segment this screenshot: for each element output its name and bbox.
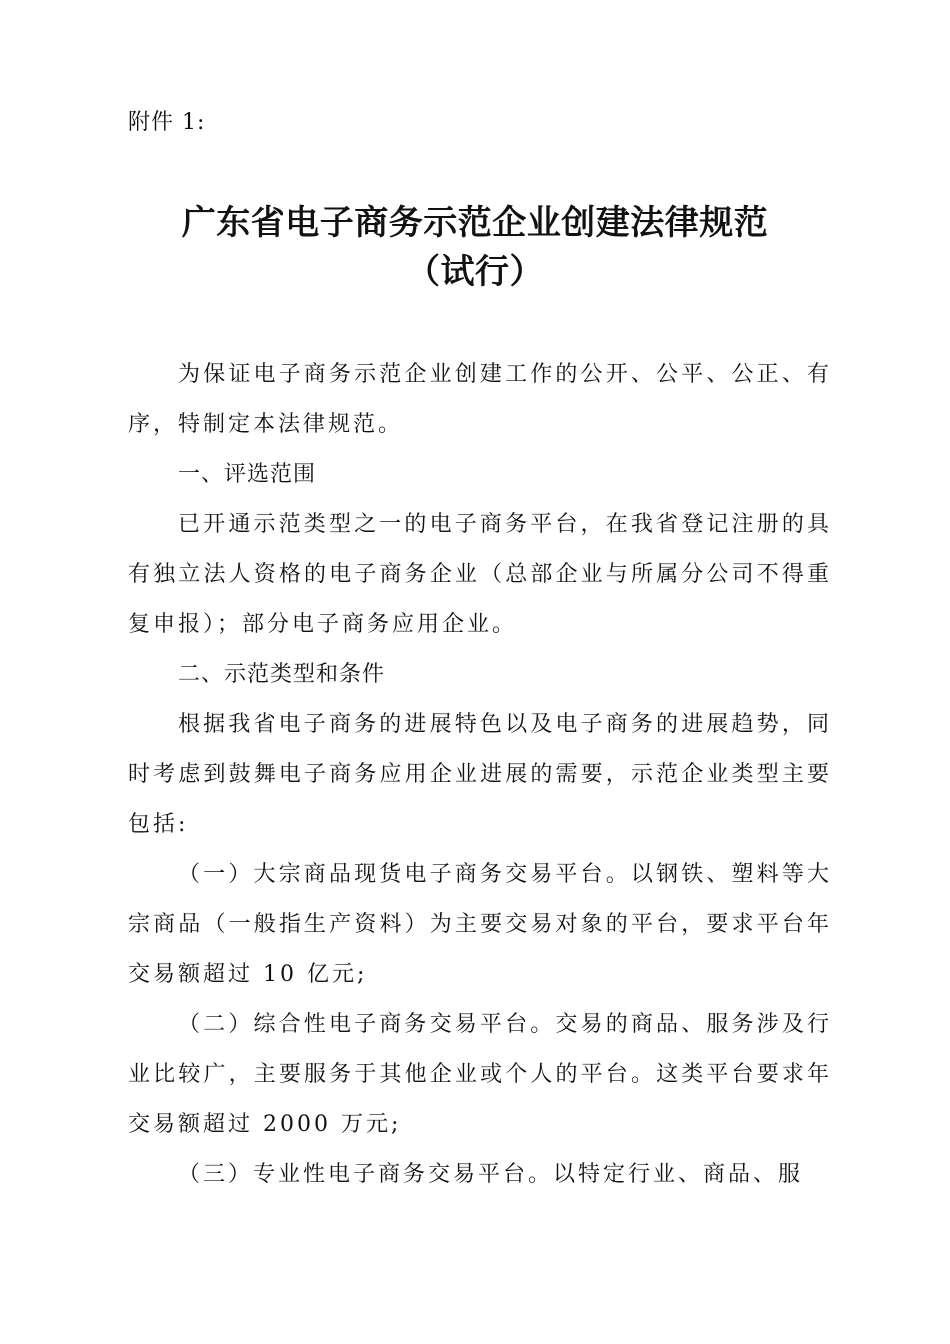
attachment-label: 附件 1:	[128, 110, 206, 135]
type-item-1: （一）大宗商品现货电子商务交易平台。以钢铁、塑料等大宗商品（一般指生产资料）为主要交易对象的平台，要求平台年交易额超过 10 亿元;	[128, 862, 832, 987]
document-subtitle: （试行）	[406, 252, 544, 292]
document-body	[128, 350, 832, 1200]
type-item-2: （二）综合性电子商务交易平台。交易的商品、服务涉及行业比较广，主要服务于其他企业或个人的平台。这类平台要求年交易额超过 2000 万元;	[128, 1012, 832, 1137]
scope-paragraph: 已开通示范类型之一的电子商务平台，在我省登记注册的具有独立法人资格的电子商务企业（总部企业与所属分公司不得重复申报）；部分电子商务应用企业。	[128, 512, 832, 637]
type-item-3: （三）专业性电子商务交易平台。以特定行业、商品、服	[178, 1162, 804, 1187]
section-heading-types: 二、示范类型和条件	[178, 662, 386, 687]
types-paragraph: 根据我省电子商务的进展特色以及电子商务的进展趋势，同时考虑到鼓舞电子商务应用企业进展的需要，示范企业类型主要包括:	[128, 712, 832, 837]
document-title: 广东省电子商务示范企业创建法律规范	[181, 203, 769, 243]
section-heading-scope: 一、评选范围	[178, 462, 317, 487]
intro-paragraph: 为保证电子商务示范企业创建工作的公开、公平、公正、有序，特制定本法律规范。	[128, 362, 832, 437]
